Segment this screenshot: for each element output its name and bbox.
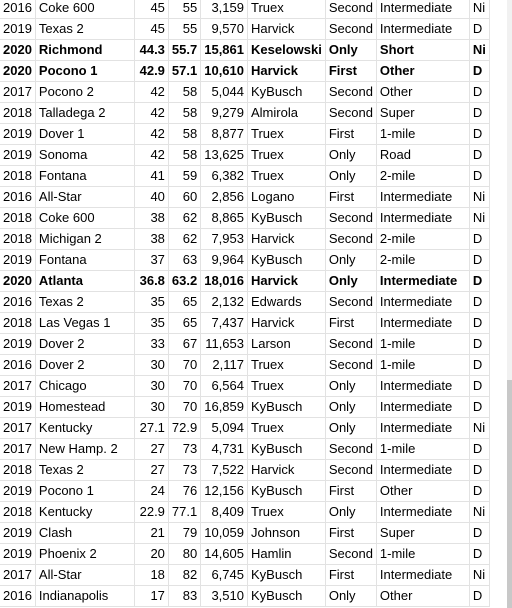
attendance-cell[interactable]: 3,159 [201, 0, 248, 19]
table-row [0, 124, 489, 145]
start-cell[interactable]: Second [325, 544, 376, 565]
value-1-cell[interactable]: 45 [134, 0, 168, 19]
attendance-cell[interactable]: 9,964 [201, 250, 248, 271]
table-row [0, 82, 489, 103]
value-2-cell[interactable]: 63.2 [168, 271, 200, 292]
attendance-cell[interactable]: 10,610 [201, 61, 248, 82]
extra-cell[interactable]: D [469, 313, 489, 334]
start-cell[interactable]: Second [325, 229, 376, 250]
driver-cell[interactable]: Truex [248, 0, 326, 19]
attendance-cell[interactable]: 5,044 [201, 82, 248, 103]
table-row [0, 19, 489, 40]
track-type-cell[interactable]: Intermediate [376, 502, 469, 523]
value-2-cell[interactable]: 77.1 [168, 502, 200, 523]
race-cell[interactable]: Dover 2 [35, 334, 134, 355]
table-row [0, 271, 489, 292]
table-row [0, 439, 489, 460]
extra-cell[interactable]: D [469, 250, 489, 271]
extra-cell[interactable]: D [469, 439, 489, 460]
value-1-cell[interactable]: 17 [134, 586, 168, 607]
start-cell[interactable]: Second [325, 292, 376, 313]
value-1-cell[interactable]: 30 [134, 355, 168, 376]
race-cell[interactable]: Texas 2 [35, 460, 134, 481]
race-cell[interactable]: Coke 600 [35, 0, 134, 19]
driver-cell[interactable]: Truex [248, 502, 326, 523]
table-row [0, 523, 489, 544]
year-cell[interactable]: 2017 [0, 439, 35, 460]
driver-cell[interactable]: Edwards [248, 292, 326, 313]
year-cell[interactable]: 2019 [0, 145, 35, 166]
value-2-cell[interactable]: 62 [168, 229, 200, 250]
year-cell[interactable]: 2019 [0, 124, 35, 145]
start-cell[interactable]: Only [325, 376, 376, 397]
value-1-cell[interactable]: 40 [134, 187, 168, 208]
start-cell[interactable]: First [325, 523, 376, 544]
table-row [0, 61, 489, 82]
year-cell[interactable]: 2018 [0, 502, 35, 523]
extra-cell[interactable]: Ni [469, 502, 489, 523]
race-cell[interactable]: Pocono 1 [35, 481, 134, 502]
start-cell[interactable]: First [325, 565, 376, 586]
track-type-cell[interactable]: Intermediate [376, 19, 469, 40]
extra-cell[interactable]: D [469, 376, 489, 397]
year-cell[interactable]: 2020 [0, 61, 35, 82]
value-1-cell[interactable]: 42 [134, 145, 168, 166]
value-1-cell[interactable]: 44.3 [134, 40, 168, 61]
start-cell[interactable]: Only [325, 418, 376, 439]
race-cell[interactable]: Fontana [35, 166, 134, 187]
track-type-cell[interactable]: Short [376, 40, 469, 61]
value-1-cell[interactable]: 35 [134, 292, 168, 313]
track-type-cell[interactable]: 2-mile [376, 229, 469, 250]
driver-cell[interactable]: Larson [248, 334, 326, 355]
start-cell[interactable]: Only [325, 586, 376, 607]
value-2-cell[interactable]: 65 [168, 292, 200, 313]
value-1-cell[interactable]: 42 [134, 82, 168, 103]
value-2-cell[interactable]: 70 [168, 376, 200, 397]
value-1-cell[interactable]: 30 [134, 376, 168, 397]
start-cell[interactable]: Only [325, 397, 376, 418]
scrollbar-thumb[interactable] [507, 380, 512, 608]
table-row [0, 418, 489, 439]
start-cell[interactable]: Only [325, 145, 376, 166]
value-1-cell[interactable]: 42.9 [134, 61, 168, 82]
value-2-cell[interactable]: 83 [168, 586, 200, 607]
value-1-cell[interactable]: 41 [134, 166, 168, 187]
track-type-cell[interactable]: Intermediate [376, 313, 469, 334]
extra-cell[interactable]: D [469, 397, 489, 418]
value-1-cell[interactable]: 20 [134, 544, 168, 565]
race-cell[interactable]: Clash [35, 523, 134, 544]
race-cell[interactable]: Chicago [35, 376, 134, 397]
value-2-cell[interactable]: 79 [168, 523, 200, 544]
value-2-cell[interactable]: 58 [168, 103, 200, 124]
attendance-cell[interactable]: 2,132 [201, 292, 248, 313]
value-1-cell[interactable]: 42 [134, 124, 168, 145]
driver-cell[interactable]: Johnson [248, 523, 326, 544]
driver-cell[interactable]: KyBusch [248, 439, 326, 460]
extra-cell[interactable]: D [469, 61, 489, 82]
attendance-cell[interactable]: 6,745 [201, 565, 248, 586]
table-row [0, 145, 489, 166]
extra-cell[interactable]: D [469, 103, 489, 124]
value-2-cell[interactable]: 70 [168, 355, 200, 376]
track-type-cell[interactable]: Other [376, 481, 469, 502]
driver-cell[interactable]: Truex [248, 418, 326, 439]
attendance-cell[interactable]: 12,156 [201, 481, 248, 502]
year-cell[interactable]: 2016 [0, 0, 35, 19]
attendance-cell[interactable]: 9,570 [201, 19, 248, 40]
table-row [0, 334, 489, 355]
value-2-cell[interactable]: 60 [168, 187, 200, 208]
driver-cell[interactable]: Hamlin [248, 544, 326, 565]
value-1-cell[interactable]: 30 [134, 397, 168, 418]
start-cell[interactable]: Second [325, 439, 376, 460]
value-1-cell[interactable]: 22.9 [134, 502, 168, 523]
value-1-cell[interactable]: 27 [134, 439, 168, 460]
race-cell[interactable]: Kentucky [35, 502, 134, 523]
driver-cell[interactable]: KyBusch [248, 82, 326, 103]
track-type-cell[interactable]: Intermediate [376, 0, 469, 19]
value-1-cell[interactable]: 36.8 [134, 271, 168, 292]
start-cell[interactable]: Second [325, 355, 376, 376]
year-cell[interactable]: 2018 [0, 166, 35, 187]
driver-cell[interactable]: KyBusch [248, 208, 326, 229]
extra-cell[interactable]: Ni [469, 187, 489, 208]
race-cell[interactable]: Homestead [35, 397, 134, 418]
attendance-cell[interactable]: 7,953 [201, 229, 248, 250]
track-type-cell[interactable]: 2-mile [376, 250, 469, 271]
value-2-cell[interactable]: 73 [168, 439, 200, 460]
track-type-cell[interactable]: 1-mile [376, 334, 469, 355]
attendance-cell[interactable]: 8,865 [201, 208, 248, 229]
table-row [0, 544, 489, 565]
driver-cell[interactable]: Harvick [248, 61, 326, 82]
driver-cell[interactable]: KyBusch [248, 250, 326, 271]
value-1-cell[interactable]: 33 [134, 334, 168, 355]
attendance-cell[interactable]: 13,625 [201, 145, 248, 166]
attendance-cell[interactable]: 18,016 [201, 271, 248, 292]
extra-cell[interactable]: Ni [469, 0, 489, 19]
start-cell[interactable]: First [325, 61, 376, 82]
start-cell[interactable]: Only [325, 271, 376, 292]
year-cell[interactable]: 2018 [0, 460, 35, 481]
race-cell[interactable]: Phoenix 2 [35, 544, 134, 565]
value-1-cell[interactable]: 37 [134, 250, 168, 271]
race-cell[interactable]: Fontana [35, 250, 134, 271]
table-row [0, 376, 489, 397]
start-cell[interactable]: Only [325, 502, 376, 523]
value-2-cell[interactable]: 55 [168, 19, 200, 40]
track-type-cell[interactable]: Intermediate [376, 376, 469, 397]
extra-cell[interactable]: D [469, 271, 489, 292]
start-cell[interactable]: First [325, 481, 376, 502]
vertical-scrollbar[interactable] [507, 0, 512, 608]
start-cell[interactable]: Second [325, 334, 376, 355]
table-row [0, 460, 489, 481]
value-2-cell[interactable]: 80 [168, 544, 200, 565]
driver-cell[interactable]: KyBusch [248, 397, 326, 418]
race-cell[interactable]: Texas 2 [35, 292, 134, 313]
year-cell[interactable]: 2019 [0, 250, 35, 271]
value-1-cell[interactable]: 35 [134, 313, 168, 334]
race-cell[interactable]: Talladega 2 [35, 103, 134, 124]
attendance-cell[interactable]: 14,605 [201, 544, 248, 565]
table-row [0, 397, 489, 418]
extra-cell[interactable]: D [469, 145, 489, 166]
attendance-cell[interactable]: 2,856 [201, 187, 248, 208]
value-1-cell[interactable]: 45 [134, 19, 168, 40]
year-cell[interactable]: 2020 [0, 271, 35, 292]
track-type-cell[interactable]: Road [376, 145, 469, 166]
race-cell[interactable]: Sonoma [35, 145, 134, 166]
attendance-cell[interactable]: 9,279 [201, 103, 248, 124]
track-type-cell[interactable]: Intermediate [376, 271, 469, 292]
table-row [0, 40, 489, 61]
year-cell[interactable]: 2018 [0, 208, 35, 229]
value-1-cell[interactable]: 27 [134, 460, 168, 481]
driver-cell[interactable]: Truex [248, 124, 326, 145]
attendance-cell[interactable]: 11,653 [201, 334, 248, 355]
value-2-cell[interactable]: 67 [168, 334, 200, 355]
track-type-cell[interactable]: Intermediate [376, 208, 469, 229]
value-2-cell[interactable]: 73 [168, 460, 200, 481]
attendance-cell[interactable]: 4,731 [201, 439, 248, 460]
year-cell[interactable]: 2019 [0, 397, 35, 418]
start-cell[interactable]: First [325, 124, 376, 145]
driver-cell[interactable]: Harvick [248, 229, 326, 250]
year-cell[interactable]: 2019 [0, 19, 35, 40]
driver-cell[interactable]: Keselowski [248, 40, 326, 61]
start-cell[interactable]: Second [325, 0, 376, 19]
value-1-cell[interactable]: 38 [134, 229, 168, 250]
track-type-cell[interactable]: Intermediate [376, 565, 469, 586]
extra-cell[interactable]: D [469, 355, 489, 376]
track-type-cell[interactable]: 1-mile [376, 544, 469, 565]
year-cell[interactable]: 2019 [0, 334, 35, 355]
table-row [0, 166, 489, 187]
value-2-cell[interactable]: 72.9 [168, 418, 200, 439]
track-type-cell[interactable]: Super [376, 103, 469, 124]
driver-cell[interactable]: KyBusch [248, 565, 326, 586]
value-2-cell[interactable]: 55.7 [168, 40, 200, 61]
table-row [0, 292, 489, 313]
track-type-cell[interactable]: Other [376, 82, 469, 103]
value-2-cell[interactable]: 82 [168, 565, 200, 586]
start-cell[interactable]: Only [325, 166, 376, 187]
table-row [0, 250, 489, 271]
track-type-cell[interactable]: 1-mile [376, 439, 469, 460]
driver-cell[interactable]: Truex [248, 376, 326, 397]
race-cell[interactable]: Indianapolis [35, 586, 134, 607]
value-2-cell[interactable]: 58 [168, 124, 200, 145]
race-cell[interactable]: All-Star [35, 565, 134, 586]
extra-cell[interactable]: D [469, 292, 489, 313]
extra-cell[interactable]: D [469, 460, 489, 481]
race-cell[interactable]: Texas 2 [35, 19, 134, 40]
track-type-cell[interactable]: Intermediate [376, 292, 469, 313]
extra-cell[interactable]: D [469, 523, 489, 544]
table-row [0, 586, 489, 607]
extra-cell[interactable]: Ni [469, 40, 489, 61]
table-row [0, 103, 489, 124]
year-cell[interactable]: 2019 [0, 544, 35, 565]
table-row [0, 481, 489, 502]
driver-cell[interactable]: Logano [248, 187, 326, 208]
year-cell[interactable]: 2017 [0, 376, 35, 397]
track-type-cell[interactable]: 1-mile [376, 355, 469, 376]
value-2-cell[interactable]: 58 [168, 145, 200, 166]
driver-cell[interactable]: Harvick [248, 271, 326, 292]
table-row [0, 0, 489, 19]
driver-cell[interactable]: Harvick [248, 460, 326, 481]
start-cell[interactable]: Second [325, 460, 376, 481]
value-1-cell[interactable]: 21 [134, 523, 168, 544]
year-cell[interactable]: 2020 [0, 40, 35, 61]
value-1-cell[interactable]: 27.1 [134, 418, 168, 439]
race-cell[interactable]: Kentucky [35, 418, 134, 439]
year-cell[interactable]: 2017 [0, 565, 35, 586]
extra-cell[interactable]: D [469, 334, 489, 355]
extra-cell[interactable]: D [469, 544, 489, 565]
attendance-cell[interactable]: 16,859 [201, 397, 248, 418]
driver-cell[interactable]: KyBusch [248, 481, 326, 502]
start-cell[interactable]: Only [325, 40, 376, 61]
value-2-cell[interactable]: 58 [168, 82, 200, 103]
value-1-cell[interactable]: 38 [134, 208, 168, 229]
year-cell[interactable]: 2019 [0, 523, 35, 544]
track-type-cell[interactable]: Other [376, 586, 469, 607]
start-cell[interactable]: Second [325, 19, 376, 40]
race-cell[interactable]: Coke 600 [35, 208, 134, 229]
attendance-cell[interactable]: 15,861 [201, 40, 248, 61]
year-cell[interactable]: 2016 [0, 292, 35, 313]
extra-cell[interactable]: Ni [469, 418, 489, 439]
track-type-cell[interactable]: Intermediate [376, 397, 469, 418]
attendance-cell[interactable]: 7,437 [201, 313, 248, 334]
driver-cell[interactable]: Truex [248, 355, 326, 376]
year-cell[interactable]: 2017 [0, 418, 35, 439]
track-type-cell[interactable]: 1-mile [376, 124, 469, 145]
race-cell[interactable]: Pocono 2 [35, 82, 134, 103]
driver-cell[interactable]: KyBusch [248, 586, 326, 607]
race-cell[interactable]: Richmond [35, 40, 134, 61]
race-cell[interactable]: Atlanta [35, 271, 134, 292]
year-cell[interactable]: 2018 [0, 103, 35, 124]
table-row [0, 502, 489, 523]
attendance-cell[interactable]: 7,522 [201, 460, 248, 481]
attendance-cell[interactable]: 8,877 [201, 124, 248, 145]
race-cell[interactable]: Las Vegas 1 [35, 313, 134, 334]
extra-cell[interactable]: D [469, 229, 489, 250]
driver-cell[interactable]: Harvick [248, 19, 326, 40]
start-cell[interactable]: Second [325, 82, 376, 103]
extra-cell[interactable]: D [469, 586, 489, 607]
attendance-cell[interactable]: 6,564 [201, 376, 248, 397]
track-type-cell[interactable]: Other [376, 61, 469, 82]
driver-cell[interactable]: Truex [248, 145, 326, 166]
start-cell[interactable]: First [325, 313, 376, 334]
start-cell[interactable]: Second [325, 208, 376, 229]
value-1-cell[interactable]: 24 [134, 481, 168, 502]
year-cell[interactable]: 2018 [0, 313, 35, 334]
race-cell[interactable]: New Hamp. 2 [35, 439, 134, 460]
extra-cell[interactable]: D [469, 82, 489, 103]
extra-cell[interactable]: D [469, 166, 489, 187]
start-cell[interactable]: Second [325, 103, 376, 124]
race-cell[interactable]: Dover 1 [35, 124, 134, 145]
track-type-cell[interactable]: Super [376, 523, 469, 544]
table-row [0, 313, 489, 334]
attendance-cell[interactable]: 10,059 [201, 523, 248, 544]
value-1-cell[interactable]: 18 [134, 565, 168, 586]
table-row [0, 208, 489, 229]
start-cell[interactable]: Only [325, 250, 376, 271]
table-row [0, 355, 489, 376]
extra-cell[interactable]: D [469, 481, 489, 502]
attendance-cell[interactable]: 2,117 [201, 355, 248, 376]
attendance-cell[interactable]: 8,409 [201, 502, 248, 523]
track-type-cell[interactable]: Intermediate [376, 418, 469, 439]
track-type-cell[interactable]: 2-mile [376, 166, 469, 187]
value-2-cell[interactable]: 65 [168, 313, 200, 334]
year-cell[interactable]: 2016 [0, 355, 35, 376]
table-row [0, 565, 489, 586]
attendance-cell[interactable]: 5,094 [201, 418, 248, 439]
value-2-cell[interactable]: 62 [168, 208, 200, 229]
table-row [0, 229, 489, 250]
value-2-cell[interactable]: 55 [168, 0, 200, 19]
year-cell[interactable]: 2017 [0, 82, 35, 103]
value-2-cell[interactable]: 63 [168, 250, 200, 271]
attendance-cell[interactable]: 6,382 [201, 166, 248, 187]
extra-cell[interactable]: Ni [469, 565, 489, 586]
year-cell[interactable]: 2016 [0, 187, 35, 208]
race-cell[interactable]: All-Star [35, 187, 134, 208]
driver-cell[interactable]: Harvick [248, 313, 326, 334]
value-2-cell[interactable]: 57.1 [168, 61, 200, 82]
table-row [0, 187, 489, 208]
extra-cell[interactable]: D [469, 124, 489, 145]
year-cell[interactable]: 2019 [0, 481, 35, 502]
attendance-cell[interactable]: 3,510 [201, 586, 248, 607]
start-cell[interactable]: First [325, 187, 376, 208]
extra-cell[interactable]: Ni [469, 208, 489, 229]
value-2-cell[interactable]: 76 [168, 481, 200, 502]
track-type-cell[interactable]: Intermediate [376, 460, 469, 481]
value-2-cell[interactable]: 70 [168, 397, 200, 418]
race-cell[interactable]: Pocono 1 [35, 61, 134, 82]
year-cell[interactable]: 2018 [0, 229, 35, 250]
race-cell[interactable]: Dover 2 [35, 355, 134, 376]
value-2-cell[interactable]: 59 [168, 166, 200, 187]
extra-cell[interactable]: D [469, 19, 489, 40]
driver-cell[interactable]: Almirola [248, 103, 326, 124]
year-cell[interactable]: 2016 [0, 586, 35, 607]
driver-cell[interactable]: Truex [248, 166, 326, 187]
track-type-cell[interactable]: Intermediate [376, 187, 469, 208]
race-cell[interactable]: Michigan 2 [35, 229, 134, 250]
value-1-cell[interactable]: 42 [134, 103, 168, 124]
